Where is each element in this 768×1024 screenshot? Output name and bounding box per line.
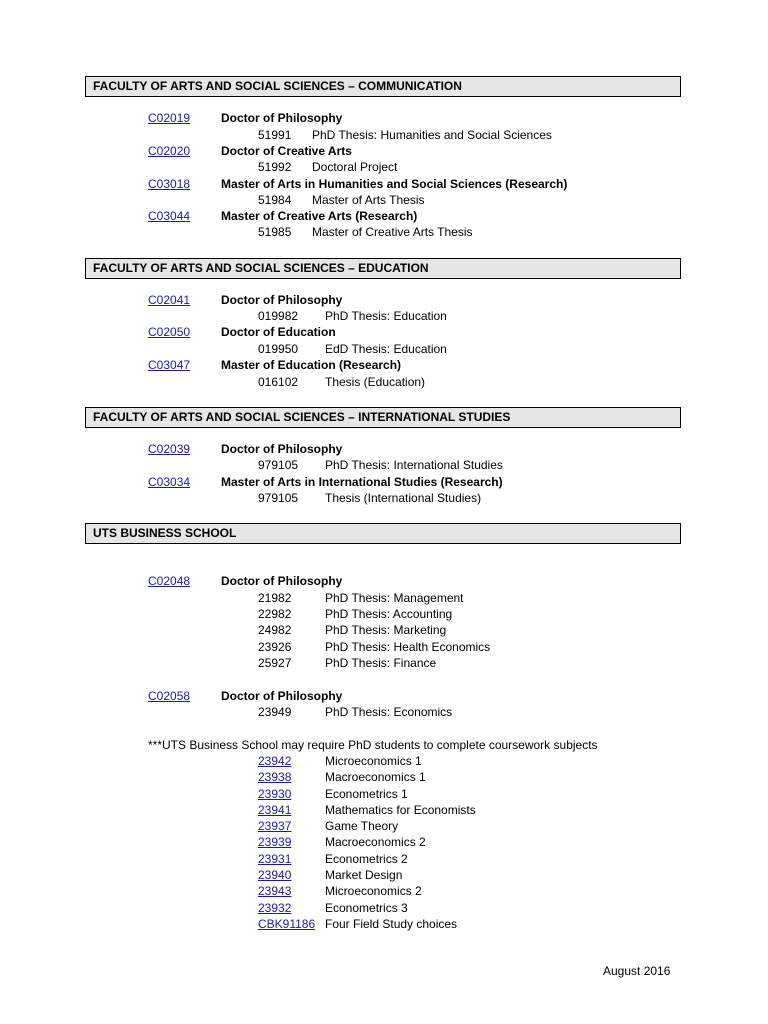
coursework-name: Macroeconomics 1 (325, 770, 426, 784)
coursework-name: Econometrics 1 (325, 787, 408, 801)
subject-number: 24982 (258, 623, 292, 637)
subject-number: 51985 (258, 225, 292, 239)
coursework-code-link[interactable]: 23943 (258, 884, 292, 898)
course-title: Master of Education (Research) (221, 358, 402, 372)
subject-name: EdD Thesis: Education (325, 342, 447, 356)
subject-name: Thesis (International Studies) (325, 491, 482, 505)
subject-number: 51984 (258, 193, 292, 207)
subject-number: 979105 (258, 491, 299, 505)
subject-name: PhD Thesis: Management (325, 591, 464, 605)
course-code-link[interactable]: C02019 (148, 111, 191, 125)
subject-number: 019982 (258, 309, 299, 323)
course-title: Doctor of Philosophy (221, 689, 343, 703)
coursework-name: Mathematics for Economists (325, 803, 476, 817)
section-header: FACULTY OF ARTS AND SOCIAL SCIENCES – COMMUNICATION (85, 76, 681, 97)
coursework-name: Game Theory (325, 819, 399, 833)
course-title: Doctor of Philosophy (221, 111, 343, 125)
coursework-name: Microeconomics 2 (325, 884, 422, 898)
subject-number: 016102 (258, 375, 299, 389)
coursework-code-link[interactable]: 23938 (258, 770, 292, 784)
coursework-name: Econometrics 3 (325, 901, 408, 915)
subject-name: PhD Thesis: Humanities and Social Sciences (312, 128, 552, 142)
subject-number: 23926 (258, 640, 292, 654)
course-code-link[interactable]: C02048 (148, 574, 191, 588)
subject-name: Master of Creative Arts Thesis (312, 225, 473, 239)
course-code-link[interactable]: C02050 (148, 325, 191, 339)
subject-name: PhD Thesis: Economics (325, 705, 453, 719)
subject-number: 019950 (258, 342, 299, 356)
coursework-code-link[interactable]: 23930 (258, 787, 292, 801)
coursework-code-link[interactable]: 23939 (258, 835, 292, 849)
coursework-code-link[interactable]: CBK91186 (258, 917, 316, 931)
subject-name: PhD Thesis: Education (325, 309, 447, 323)
subject-name: PhD Thesis: Accounting (325, 607, 453, 621)
coursework-note: ***UTS Business School may require PhD students to complete coursework subjects (148, 738, 598, 752)
coursework-code-link[interactable]: 23942 (258, 754, 292, 768)
subject-number: 51992 (258, 160, 292, 174)
course-title: Doctor of Creative Arts (221, 144, 352, 158)
coursework-code-link[interactable]: 23932 (258, 901, 292, 915)
course-title: Master of Arts in International Studies (Research) (221, 475, 503, 489)
course-title: Doctor of Philosophy (221, 293, 343, 307)
subject-name: PhD Thesis: Marketing (325, 623, 447, 637)
section-header: FACULTY OF ARTS AND SOCIAL SCIENCES – INTERNATIONAL STUDIES (85, 407, 681, 428)
course-code-link[interactable]: C02020 (148, 144, 191, 158)
coursework-code-link[interactable]: 23931 (258, 852, 292, 866)
course-code-link[interactable]: C02039 (148, 442, 191, 456)
course-code-link[interactable]: C03044 (148, 209, 191, 223)
course-code-link[interactable]: C03047 (148, 358, 191, 372)
subject-number: 25927 (258, 656, 292, 670)
coursework-name: Four Field Study choices (325, 917, 458, 931)
coursework-name: Market Design (325, 868, 403, 882)
course-code-link[interactable]: C03034 (148, 475, 191, 489)
course-code-link[interactable]: C02041 (148, 293, 191, 307)
subject-name: PhD Thesis: Finance (325, 656, 437, 670)
coursework-code-link[interactable]: 23940 (258, 868, 292, 882)
section-header: UTS BUSINESS SCHOOL (85, 523, 681, 544)
subject-name: Thesis (Education) (325, 375, 426, 389)
coursework-name: Macroeconomics 2 (325, 835, 426, 849)
section-header: FACULTY OF ARTS AND SOCIAL SCIENCES – EDUCATION (85, 258, 681, 279)
subject-name: Master of Arts Thesis (312, 193, 425, 207)
subject-number: 22982 (258, 607, 292, 621)
course-title: Doctor of Philosophy (221, 574, 343, 588)
subject-name: Doctoral Project (312, 160, 398, 174)
subject-number: 979105 (258, 458, 299, 472)
course-code-link[interactable]: C02058 (148, 689, 191, 703)
subject-number: 21982 (258, 591, 292, 605)
coursework-code-link[interactable]: 23941 (258, 803, 292, 817)
coursework-code-link[interactable]: 23937 (258, 819, 292, 833)
course-title: Doctor of Education (221, 325, 336, 339)
coursework-name: Microeconomics 1 (325, 754, 422, 768)
course-code-link[interactable]: C03018 (148, 177, 191, 191)
subject-name: PhD Thesis: International Studies (325, 458, 503, 472)
coursework-name: Econometrics 2 (325, 852, 408, 866)
subject-number: 23949 (258, 705, 292, 719)
course-title: Master of Creative Arts (Research) (221, 209, 418, 223)
course-title: Master of Arts in Humanities and Social Sciences (Research) (221, 177, 568, 191)
course-title: Doctor of Philosophy (221, 442, 343, 456)
subject-name: PhD Thesis: Health Economics (325, 640, 491, 654)
subject-number: 51991 (258, 128, 292, 142)
footer-date: August 2016 (603, 964, 671, 978)
